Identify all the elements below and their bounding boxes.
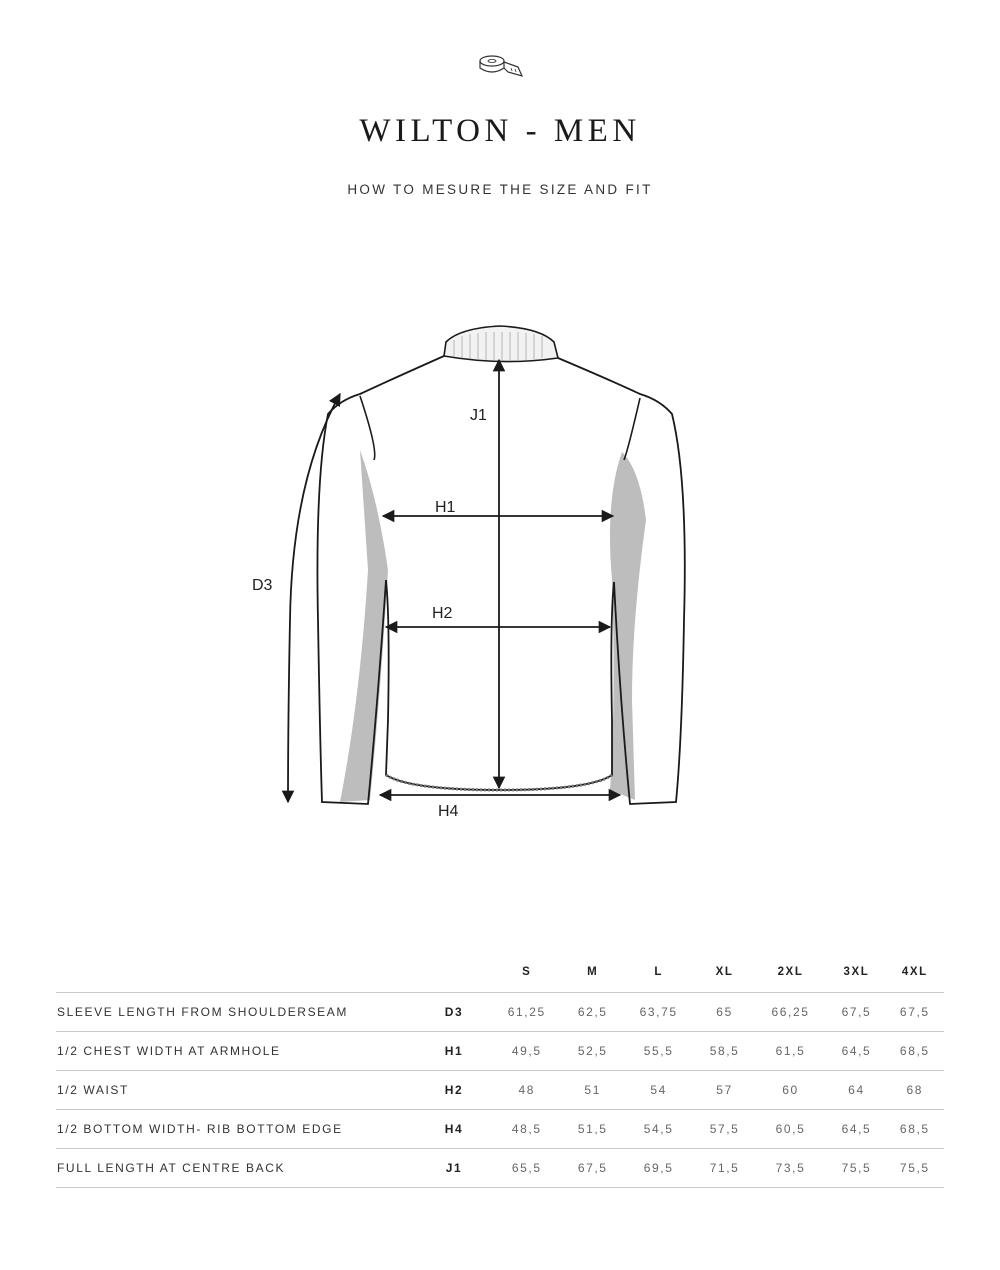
measure-value: 51,5: [564, 1110, 622, 1149]
measure-value: 64,5: [827, 1032, 885, 1071]
measure-code: H4: [418, 1110, 490, 1149]
size-col-2xl: 2XL: [754, 952, 828, 993]
measure-value: 63,75: [622, 993, 696, 1032]
measure-value: 71,5: [695, 1149, 753, 1188]
left-sleeve-shadow: [340, 450, 388, 802]
table-row: [56, 1071, 944, 1110]
measure-value: 75,5: [827, 1149, 885, 1188]
measure-value: 55,5: [622, 1032, 696, 1071]
left-armhole-seam: [360, 396, 375, 460]
measure-value: 67,5: [827, 993, 885, 1032]
measure-code: H2: [418, 1071, 490, 1110]
garment-diagram: [240, 320, 700, 830]
right-sleeve-shadow: [610, 452, 646, 800]
measure-value: 67,5: [564, 1149, 622, 1188]
collar-rib: [444, 326, 558, 362]
j1-label: J1: [470, 407, 487, 424]
measure-code: D3: [418, 993, 490, 1032]
table-row: [56, 1149, 944, 1188]
size-col-3xl: 3XL: [827, 952, 885, 993]
measure-value: 54: [622, 1071, 696, 1110]
measure-value: 57,5: [695, 1110, 753, 1149]
measure-label: 1/2 BOTTOM WIDTH- RIB BOTTOM EDGE: [56, 1110, 418, 1149]
table-row: [56, 1032, 944, 1071]
measure-value: 75,5: [886, 1149, 944, 1188]
measure-value: 61,5: [754, 1032, 828, 1071]
size-col-l: L: [622, 952, 696, 993]
measure-value: 68: [886, 1071, 944, 1110]
measure-value: 67,5: [886, 993, 944, 1032]
size-header-row: [56, 952, 944, 993]
h1-label: H1: [435, 499, 456, 516]
measure-value: 68,5: [886, 1032, 944, 1071]
measure-value: 64,5: [827, 1110, 885, 1149]
measure-value: 54,5: [622, 1110, 696, 1149]
measure-label: 1/2 CHEST WIDTH AT ARMHOLE: [56, 1032, 418, 1071]
measure-label: FULL LENGTH AT CENTRE BACK: [56, 1149, 418, 1188]
page-subtitle: HOW TO MESURE THE SIZE AND FIT: [347, 182, 653, 197]
measure-value: 73,5: [754, 1149, 828, 1188]
measure-value: 61,25: [490, 993, 564, 1032]
size-col-m: M: [564, 952, 622, 993]
size-col-4xl: 4XL: [886, 952, 944, 993]
size-chart-table: [56, 952, 944, 1188]
measure-value: 69,5: [622, 1149, 696, 1188]
measure-value: 58,5: [695, 1032, 753, 1071]
measure-label: 1/2 WAIST: [56, 1071, 418, 1110]
measure-value: 64: [827, 1071, 885, 1110]
measure-value: 60,5: [754, 1110, 828, 1149]
measure-value: 62,5: [564, 993, 622, 1032]
measure-value: 52,5: [564, 1032, 622, 1071]
page-title: WILTON - MEN: [359, 113, 641, 149]
size-col-xl: XL: [695, 952, 753, 993]
measure-code: H1: [418, 1032, 490, 1071]
measure-value: 66,25: [754, 993, 828, 1032]
tape-measure-icon: [478, 52, 526, 80]
table-row: [56, 993, 944, 1032]
measure-value: 57: [695, 1071, 753, 1110]
measure-value: 60: [754, 1071, 828, 1110]
measure-value: 68,5: [886, 1110, 944, 1149]
d3-label: D3: [252, 577, 273, 594]
measure-code: J1: [418, 1149, 490, 1188]
d3-arrow: [288, 394, 340, 802]
measure-value: 65,5: [490, 1149, 564, 1188]
table-row: [56, 1110, 944, 1149]
measure-value: 48,5: [490, 1110, 564, 1149]
h4-label: H4: [438, 803, 459, 820]
measure-value: 65: [695, 993, 753, 1032]
measure-label: SLEEVE LENGTH FROM SHOULDERSEAM: [56, 993, 418, 1032]
measure-value: 48: [490, 1071, 564, 1110]
measure-value: 49,5: [490, 1032, 564, 1071]
h2-label: H2: [432, 605, 453, 622]
measure-value: 51: [564, 1071, 622, 1110]
size-col-s: S: [490, 952, 564, 993]
right-armhole-seam: [624, 398, 640, 460]
